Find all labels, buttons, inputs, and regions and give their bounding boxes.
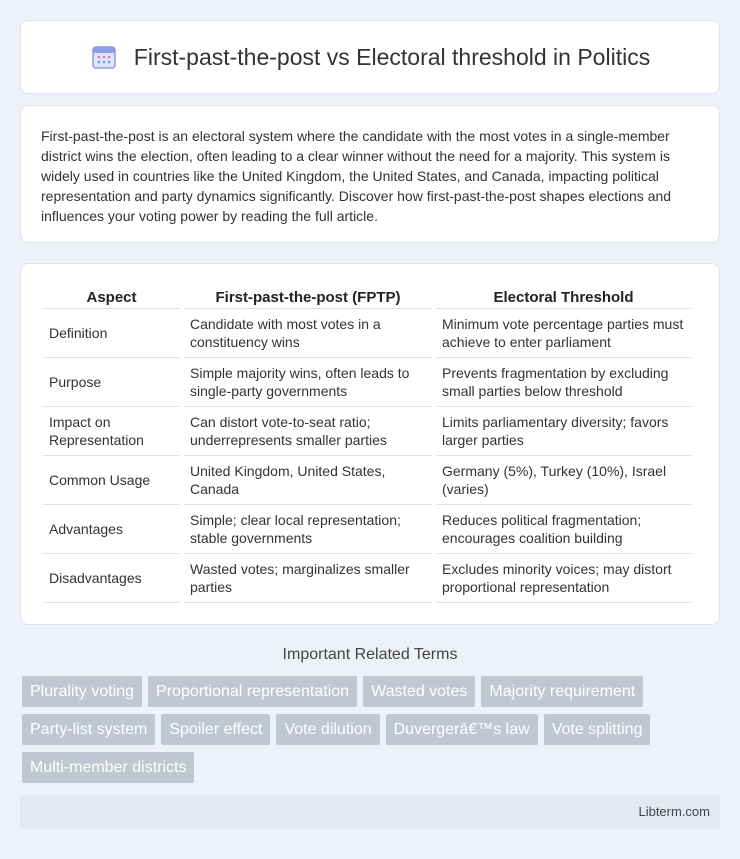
header-aspect: Aspect	[43, 284, 180, 309]
tag-vote-splitting[interactable]: Vote splitting	[544, 714, 651, 745]
table-row	[43, 554, 691, 603]
header-threshold: Electoral Threshold	[436, 284, 691, 309]
table-row	[43, 309, 691, 358]
intro-text: First-past-the-post is an electoral system where the candidate with the most votes in a single-member district wins the election, often leading to a clear winner without the need for a majority. This system is widely used in countries like the United Kingdom, the United States, and Canada, impacting political representation and party dynamics significantly. Discover how first-past-the-post shapes elections and influences your voting power by reading the full article.	[41, 128, 672, 224]
calendar-icon	[90, 43, 118, 71]
cell-fptp: Simple majority wins, often leads to single-party governments	[184, 358, 432, 407]
cell-threshold: Minimum vote percentage parties must achieve to enter parliament	[436, 309, 691, 358]
cell-aspect: Common Usage	[43, 456, 180, 505]
cell-threshold: Germany (5%), Turkey (10%), Israel (varies)	[436, 456, 691, 505]
tag-proportional-representation[interactable]: Proportional representation	[148, 676, 357, 707]
footer	[20, 795, 720, 829]
cell-threshold: Excludes minority voices; may distort proportional representation	[436, 554, 691, 603]
table-row	[43, 505, 691, 554]
cell-aspect: Purpose	[43, 358, 180, 407]
cell-fptp: Can distort vote-to-seat ratio; underrepresents smaller parties	[184, 407, 432, 456]
cell-threshold: Limits parliamentary diversity; favors larger parties	[436, 407, 691, 456]
cell-fptp: Wasted votes; marginalizes smaller parties	[184, 554, 432, 603]
comparison-table	[39, 284, 695, 603]
comparison-card	[20, 263, 720, 625]
cell-fptp: United Kingdom, United States, Canada	[184, 456, 432, 505]
tag-duvergers-law[interactable]: Duvergerâ€™s law	[386, 714, 538, 745]
footer-brand[interactable]: Libterm.com	[638, 804, 710, 819]
tag-vote-dilution[interactable]: Vote dilution	[276, 714, 379, 745]
related-terms-list	[22, 676, 722, 783]
cell-aspect: Impact on Representation	[43, 407, 180, 456]
tag-majority-requirement[interactable]: Majority requirement	[481, 676, 643, 707]
cell-threshold: Prevents fragmentation by excluding small parties below threshold	[436, 358, 691, 407]
tag-wasted-votes[interactable]: Wasted votes	[363, 676, 475, 707]
table-header-row	[43, 284, 691, 309]
cell-aspect: Definition	[43, 309, 180, 358]
cell-fptp: Simple; clear local representation; stable governments	[184, 505, 432, 554]
cell-aspect: Advantages	[43, 505, 180, 554]
cell-fptp: Candidate with most votes in a constituency wins	[184, 309, 432, 358]
cell-threshold: Reduces political fragmentation; encourages coalition building	[436, 505, 691, 554]
tag-plurality-voting[interactable]: Plurality voting	[22, 676, 142, 707]
header-fptp: First-past-the-post (FPTP)	[184, 284, 432, 309]
tag-spoiler-effect[interactable]: Spoiler effect	[161, 714, 270, 745]
table-row	[43, 456, 691, 505]
table-row	[43, 407, 691, 456]
title-card	[20, 20, 720, 94]
tag-party-list-system[interactable]: Party-list system	[22, 714, 155, 745]
intro-card	[20, 105, 720, 243]
page-title: First-past-the-post vs Electoral threshold in Politics	[133, 43, 651, 70]
tag-multi-member-districts[interactable]: Multi-member districts	[22, 752, 194, 783]
table-row	[43, 358, 691, 407]
related-terms-title: Important Related Terms	[282, 646, 458, 663]
cell-aspect: Disadvantages	[43, 554, 180, 603]
